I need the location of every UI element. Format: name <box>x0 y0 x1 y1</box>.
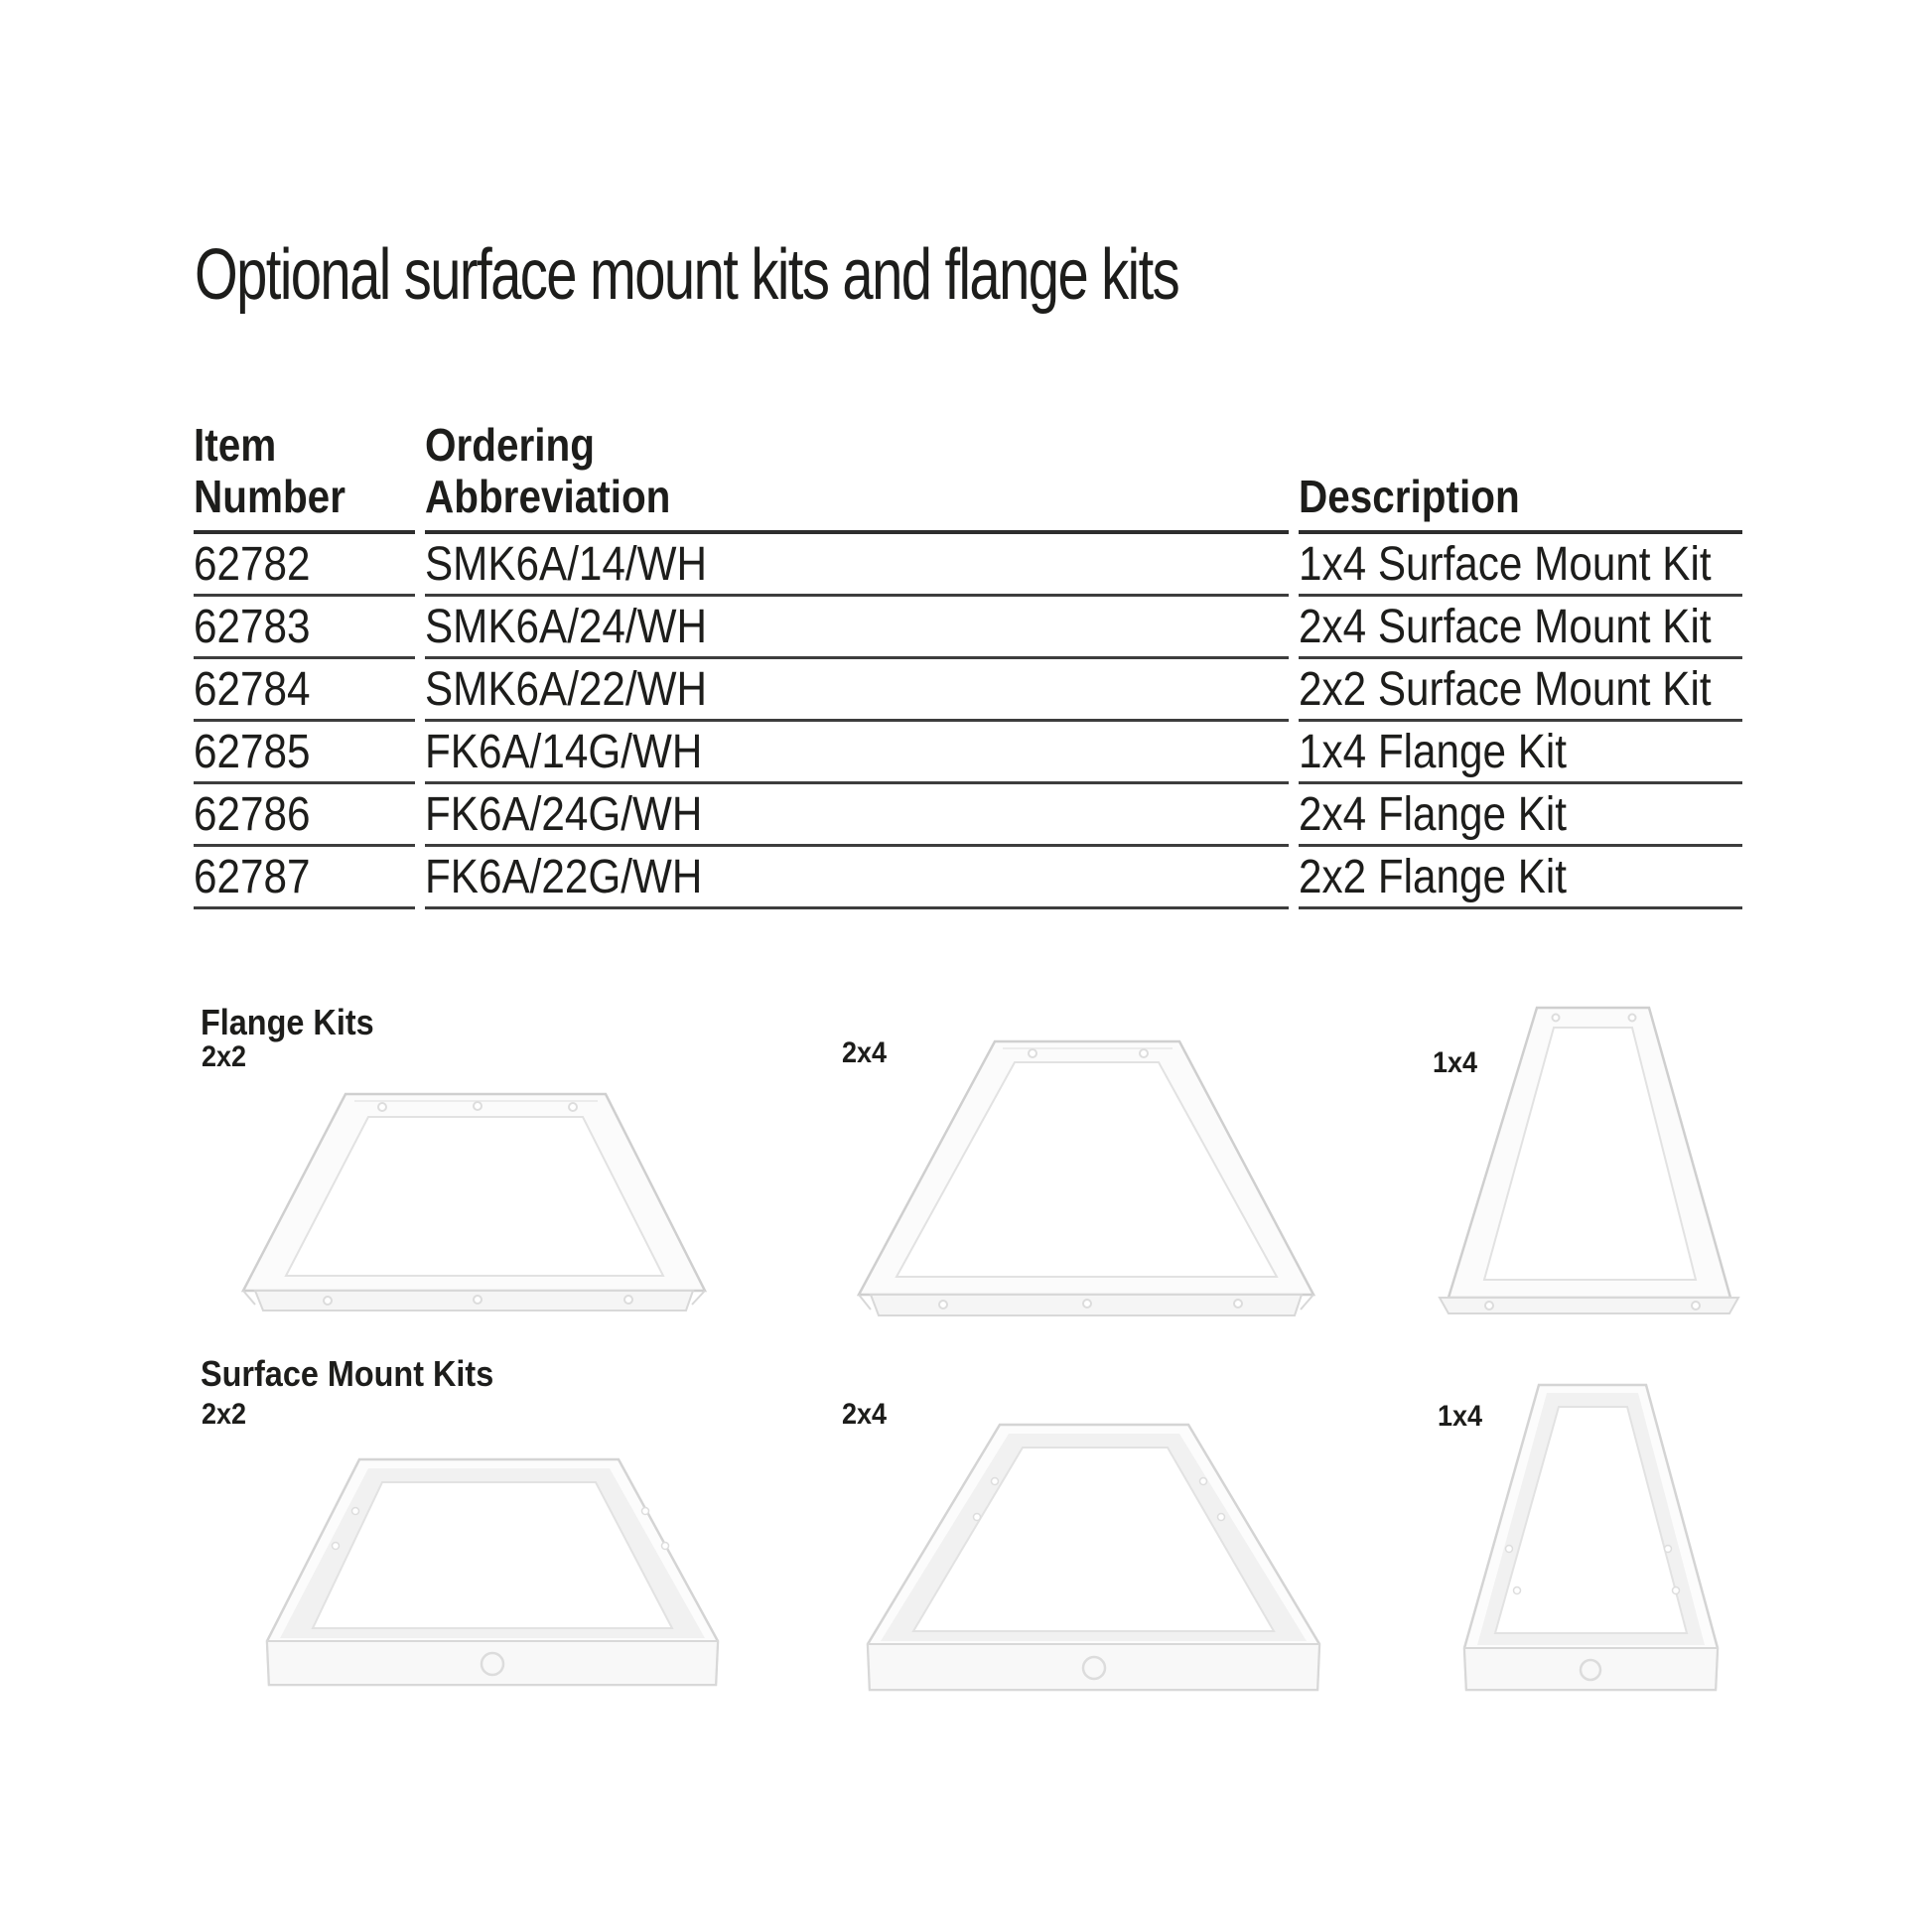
cell-description: 1x4 Flange Kit <box>1299 722 1742 784</box>
table-row <box>194 534 1742 597</box>
smk-1x4-size-label: 1x4 <box>1438 1400 1483 1433</box>
cell-description: 1x4 Surface Mount Kit <box>1299 534 1742 597</box>
column-header-description: Description <box>1299 427 1742 534</box>
smk-2x2-size-label: 2x2 <box>202 1398 247 1431</box>
cell-ordering-abbreviation: SMK6A/14/WH <box>425 534 1289 597</box>
surface-mount-kits-section-label: Surface Mount Kits <box>201 1353 494 1394</box>
cell-description: 2x2 Flange Kit <box>1299 847 1742 909</box>
surface-mount-kit-2x4-image <box>856 1418 1338 1698</box>
smk-2x4-size-label: 2x4 <box>842 1398 888 1431</box>
flange-2x4-size-label: 2x4 <box>842 1036 888 1069</box>
flange-kit-1x4-image <box>1438 1003 1740 1318</box>
table-row <box>194 597 1742 659</box>
page-title-text: Optional surface mount kits and flange kits <box>195 235 1179 315</box>
table-row <box>194 722 1742 784</box>
cell-item-number: 62786 <box>194 784 415 847</box>
flange-kits-section-label: Flange Kits <box>201 1002 374 1042</box>
cell-item-number: 62782 <box>194 534 415 597</box>
table-header-row <box>194 419 1742 534</box>
flange-kit-2x2-image <box>223 1084 720 1322</box>
cell-ordering-abbreviation: FK6A/24G/WH <box>425 784 1289 847</box>
table-row <box>194 659 1742 722</box>
cell-ordering-abbreviation: SMK6A/24/WH <box>425 597 1289 659</box>
ordering-table <box>194 419 1742 909</box>
flange-1x4-size-label: 1x4 <box>1433 1046 1478 1079</box>
column-header-ordering-abbreviation: Ordering Abbreviation <box>425 427 1289 534</box>
surface-mount-kit-1x4-image <box>1451 1380 1741 1696</box>
column-header-item-number: Item Number <box>194 427 415 534</box>
table-row <box>194 784 1742 847</box>
cell-ordering-abbreviation: FK6A/14G/WH <box>425 722 1289 784</box>
cell-item-number: 62787 <box>194 847 415 909</box>
cell-item-number: 62784 <box>194 659 415 722</box>
flange-kit-2x4-image <box>849 1035 1330 1322</box>
surface-mount-kit-2x2-image <box>250 1451 735 1692</box>
cell-description: 2x4 Flange Kit <box>1299 784 1742 847</box>
cell-item-number: 62783 <box>194 597 415 659</box>
cell-description: 2x4 Surface Mount Kit <box>1299 597 1742 659</box>
cell-ordering-abbreviation: FK6A/22G/WH <box>425 847 1289 909</box>
flange-2x2-size-label: 2x2 <box>202 1040 247 1073</box>
cell-ordering-abbreviation: SMK6A/22/WH <box>425 659 1289 722</box>
page-title <box>195 236 1456 315</box>
cell-description: 2x2 Surface Mount Kit <box>1299 659 1742 722</box>
cell-item-number: 62785 <box>194 722 415 784</box>
table-row <box>194 847 1742 909</box>
